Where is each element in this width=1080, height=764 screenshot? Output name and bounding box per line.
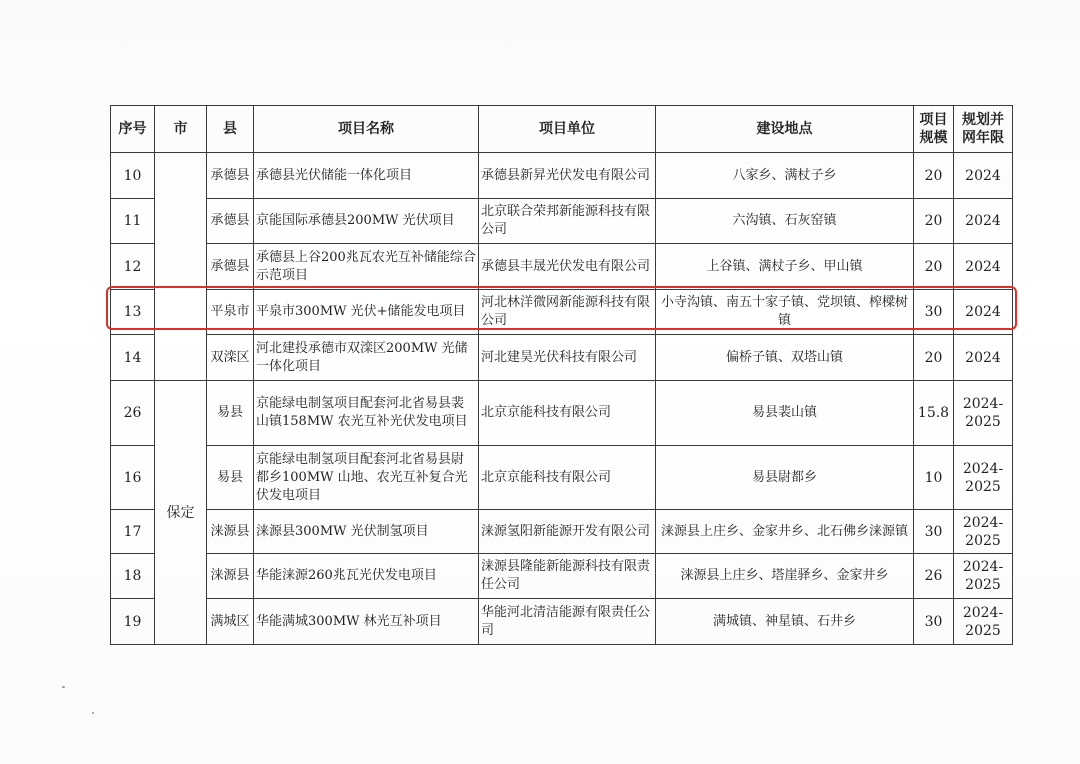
header-scale [914, 106, 954, 153]
cell-unit: 北京京能科技有限公司 [479, 381, 656, 446]
project-table [110, 105, 1013, 645]
cell-unit: 华能河北清洁能源有限责任公司 [479, 599, 656, 645]
cell-seq: 14 [111, 335, 155, 381]
header-seq: 序号 [111, 106, 155, 153]
cell-scale: 26 [914, 554, 954, 599]
cell-location: 满城镇、神星镇、石井乡 [656, 599, 914, 645]
cell-location: 涞源县上庄乡、金家井乡、北石佛乡涞源镇 [656, 510, 914, 554]
cell-seq: 19 [111, 599, 155, 645]
cell-year: 2024 [954, 199, 1013, 244]
cell-location: 小寺沟镇、南五十家子镇、党坝镇、榨樑树镇 [656, 290, 914, 335]
cell-county: 易县 [207, 381, 254, 446]
cell-county: 承德县 [207, 153, 254, 199]
header-project-name: 项目名称 [254, 106, 479, 153]
header-location: 建设地点 [656, 106, 914, 153]
cell-project-name: 华能满城300MW 林光互补项目 [254, 599, 479, 645]
cell-scale: 20 [914, 153, 954, 199]
cell-location: 涞源县上庄乡、塔崖驿乡、金家井乡 [656, 554, 914, 599]
cell-year: 2024-2025 [954, 446, 1013, 510]
cell-location: 易县裴山镇 [656, 381, 914, 446]
cell-year: 2024-2025 [954, 554, 1013, 599]
cell-location: 六沟镇、石灰窑镇 [656, 199, 914, 244]
cell-scale: 20 [914, 244, 954, 290]
cell-county: 涞源县 [207, 510, 254, 554]
cell-scale: 20 [914, 335, 954, 381]
cell-seq: 10 [111, 153, 155, 199]
table-row [111, 446, 1013, 510]
header-scale-line2: 规模 [919, 130, 948, 146]
cell-year: 2024 [954, 244, 1013, 290]
header-plan-year [954, 106, 1013, 153]
cell-unit: 河北建昊光伏科技有限公司 [479, 335, 656, 381]
cell-project-name: 涞源县300MW 光伏制氢项目 [254, 510, 479, 554]
cell-year: 2024-2025 [954, 599, 1013, 645]
table-row [111, 244, 1013, 290]
cell-year: 2024-2025 [954, 381, 1013, 446]
cell-project-name: 京能绿电制氢项目配套河北省易县裴山镇158MW 农光互补光伏发电项目 [254, 381, 479, 446]
header-unit: 项目单位 [479, 106, 656, 153]
cell-scale: 20 [914, 199, 954, 244]
cell-county: 承德县 [207, 199, 254, 244]
cell-location: 偏桥子镇、双塔山镇 [656, 335, 914, 381]
cell-unit: 涞源氢阳新能源开发有限公司 [479, 510, 656, 554]
table-row [111, 510, 1013, 554]
cell-project-name: 华能涞源260兆瓦光伏发电项目 [254, 554, 479, 599]
header-county: 县 [207, 106, 254, 153]
cell-unit: 涞源县隆能新能源科技有限责任公司 [479, 554, 656, 599]
cell-seq: 17 [111, 510, 155, 554]
table-row [111, 153, 1013, 199]
cell-scale: 30 [914, 290, 954, 335]
cell-year: 2024-2025 [954, 510, 1013, 554]
cell-seq: 12 [111, 244, 155, 290]
header-city: 市 [155, 106, 207, 153]
cell-county: 涞源县 [207, 554, 254, 599]
header-plan-line2: 网年限 [962, 130, 1004, 146]
cell-county: 承德县 [207, 244, 254, 290]
scan-speck [62, 686, 65, 688]
cell-city-empty [155, 153, 207, 381]
cell-project-name: 承德县上谷200兆瓦农光互补储能综合示范项目 [254, 244, 479, 290]
cell-year: 2024 [954, 153, 1013, 199]
cell-year: 2024 [954, 335, 1013, 381]
cell-unit: 河北林洋微网新能源科技有限公司 [479, 290, 656, 335]
cell-scale: 10 [914, 446, 954, 510]
header-plan-line1: 规划并 [962, 112, 1004, 128]
table-row-highlighted [111, 290, 1013, 335]
cell-location: 八家乡、满杖子乡 [656, 153, 914, 199]
cell-county: 易县 [207, 446, 254, 510]
cell-project-name: 京能绿电制氢项目配套河北省易县尉都乡100MW 山地、农光互补复合光伏发电项目 [254, 446, 479, 510]
cell-unit: 北京京能科技有限公司 [479, 446, 656, 510]
table-row [111, 599, 1013, 645]
cell-seq: 11 [111, 199, 155, 244]
cell-scale: 15.8 [914, 381, 954, 446]
cell-county: 双滦区 [207, 335, 254, 381]
table-row [111, 381, 1013, 446]
scan-speck [92, 712, 94, 714]
cell-seq: 13 [111, 290, 155, 335]
cell-city: 保定 [155, 381, 207, 645]
cell-seq: 26 [111, 381, 155, 446]
table-row [111, 199, 1013, 244]
cell-seq: 16 [111, 446, 155, 510]
cell-unit: 承德县丰晟光伏发电有限公司 [479, 244, 656, 290]
cell-scale: 30 [914, 510, 954, 554]
cell-seq: 18 [111, 554, 155, 599]
cell-location: 上谷镇、满杖子乡、甲山镇 [656, 244, 914, 290]
table-row [111, 554, 1013, 599]
table-row [111, 335, 1013, 381]
cell-county: 满城区 [207, 599, 254, 645]
table-header-row [111, 106, 1013, 153]
cell-unit: 承德县新昇光伏发电有限公司 [479, 153, 656, 199]
cell-project-name: 平泉市300MW 光伏+储能发电项目 [254, 290, 479, 335]
cell-scale: 30 [914, 599, 954, 645]
cell-year: 2024 [954, 290, 1013, 335]
cell-project-name: 承德县光伏储能一体化项目 [254, 153, 479, 199]
cell-location: 易县尉都乡 [656, 446, 914, 510]
cell-project-name: 河北建投承德市双滦区200MW 光储一体化项目 [254, 335, 479, 381]
cell-project-name: 京能国际承德县200MW 光伏项目 [254, 199, 479, 244]
cell-county: 平泉市 [207, 290, 254, 335]
header-scale-line1: 项目 [919, 112, 948, 128]
cell-unit: 北京联合荣邦新能源科技有限公司 [479, 199, 656, 244]
